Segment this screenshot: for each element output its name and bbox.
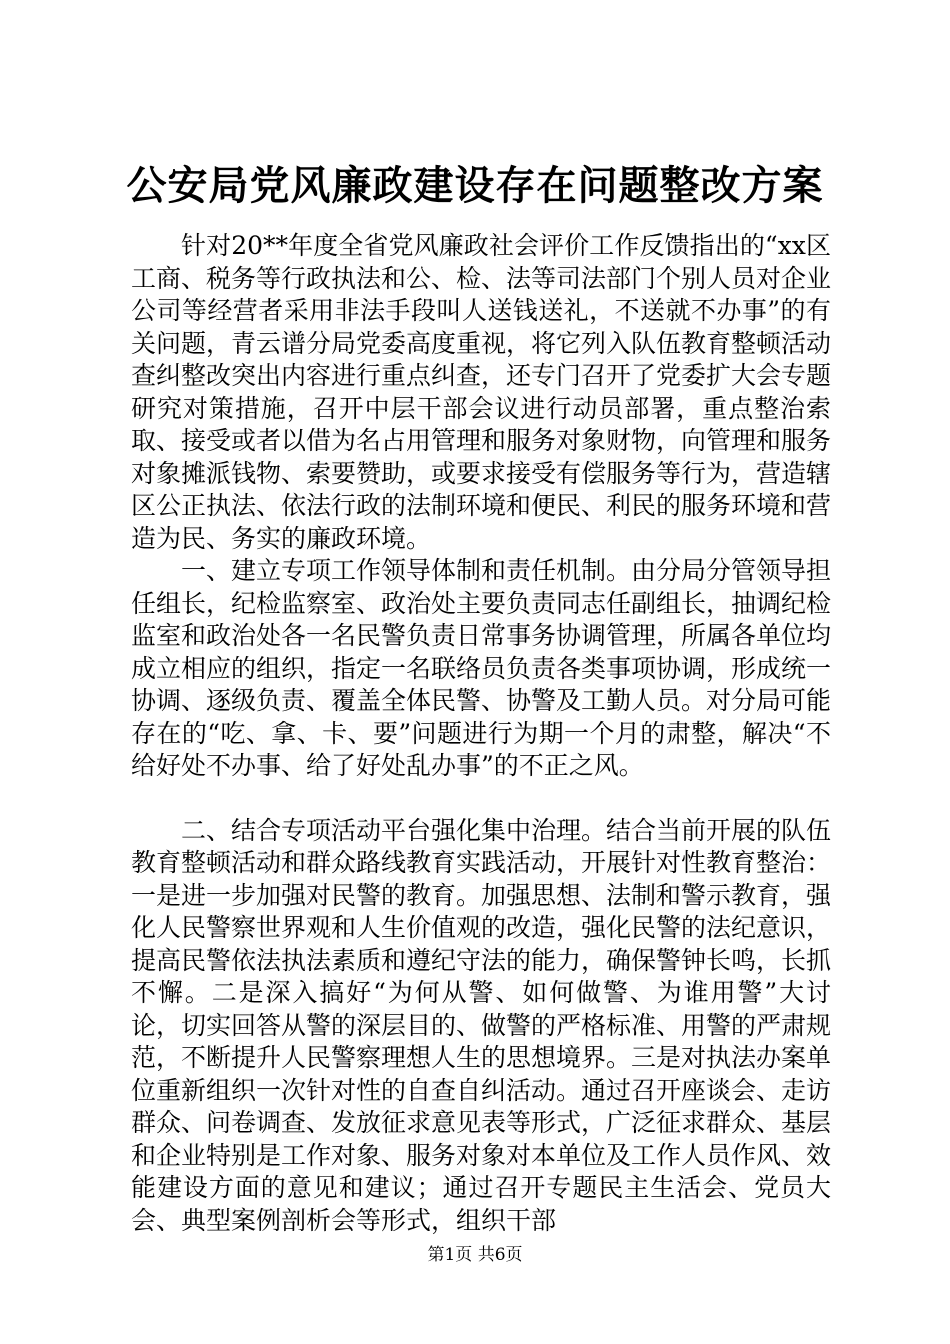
paragraph-section-1: 一、建立专项工作领导体制和责任机制。由分局分管领导担任组长，纪检监察室、政治处主要负责同志任副组长，抽调纪检监室和政治处各一名民警负责日常事务协调管理，所属各单位均成立相应的组织，指定一名联络员负责各类事项协调，形成统一协调、逐级负责、覆盖全体民警、协警及工勤人员。对分局可能存在的“吃、拿、卡、要”问题进行为期一个月的肃整，解决“不给好处不办事、给了好处乱办事”的不正之风。	[131, 556, 832, 780]
document-body	[131, 230, 831, 1237]
paragraph-section-2: 二、结合专项活动平台强化集中治理。结合当前开展的队伍教育整顿活动和群众路线教育实践活动，开展针对性教育整治：一是进一步加强对民警的教育。加强思想、法制和警示教育，强化人民警察世界观和人生价值观的改造，强化民警的法纪意识，提高民警依法执法素质和遵纪守法的能力，确保警钟长鸣，长抓不懈。二是深入搞好“为何从警、如何做警、为谁用警”大讨论，切实回答从警的深层目的、做警的严格标准、用警的严肃规范，不断提升人民警察理想人生的思想境界。三是对执法办案单位重新组织一次针对性的自查自纠活动。通过召开座谈会、走访群众、问卷调查、发放征求意见表等形式，广泛征求群众、基层和企业特别是工作对象、服务对象对本单位及工作人员作风、效能建设方面的意见和建议；通过召开专题民主生活会、党员大会、典型案例剖析会等形式，组织干部	[131, 815, 832, 1235]
document-title: 公安局党风廉政建设存在问题整改方案	[126, 162, 824, 209]
paragraph-intro: 针对20**年度全省党风廉政社会评价工作反馈指出的“xx区工商、税务等行政执法和公、检、法等司法部门个别人员对企业公司等经营者采用非法手段叫人送钱送礼，不送就不办事”的有关问题，青云谱分局党委高度重视，将它列入队伍教育整顿活动查纠整改突出内容进行重点纠查，还专门召开了党委扩大会专题研究对策措施，召开中层干部会议进行动员部署，重点整治索取、接受或者以借为名占用管理和服务对象财物，向管理和服务对象摊派钱物、索要赞助，或要求接受有偿服务等行为，营造辖区公正执法、依法行政的法制环境和便民、利民的服务环境和营造为民、务实的廉政环境。	[131, 231, 832, 553]
page-number-footer: 第1页 共6页	[427, 1245, 523, 1265]
